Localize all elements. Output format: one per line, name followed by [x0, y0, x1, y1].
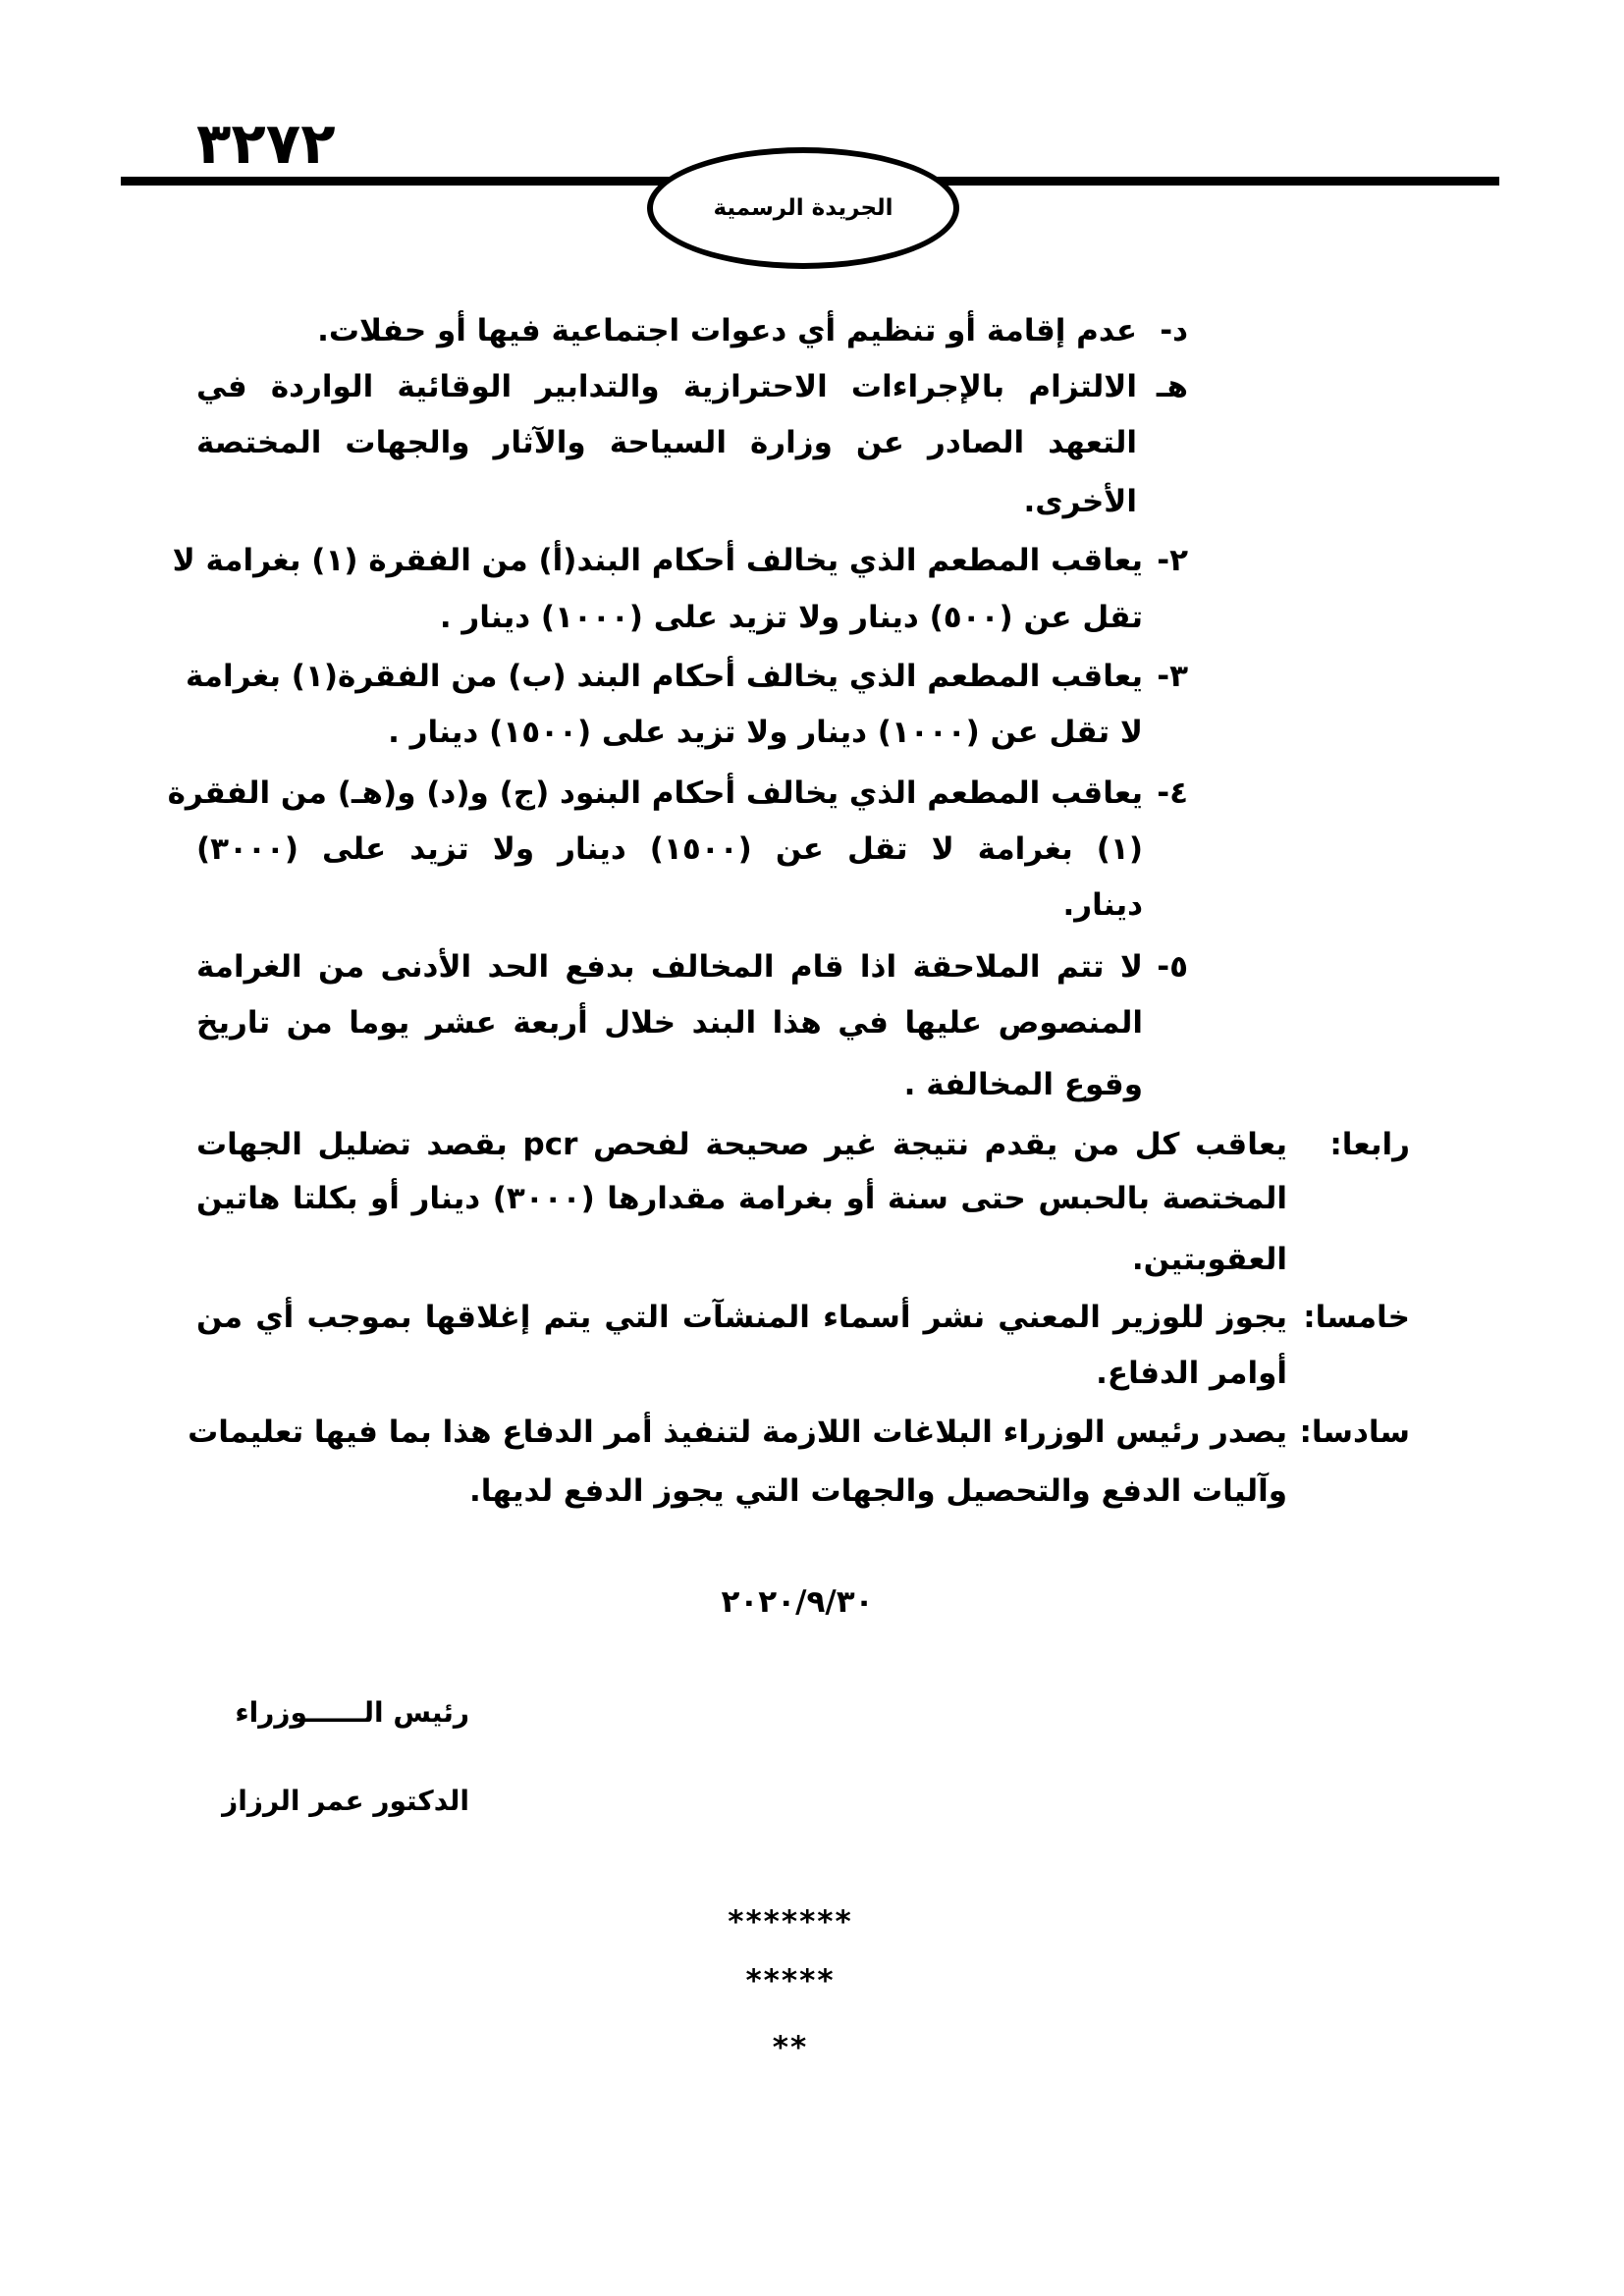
item-line: المنصوص عليها في هذا البند خلال أربعة عشر يوما من تاريخ [196, 1005, 1143, 1041]
item-line: لا تقل عن (١٠٠٠) دينار ولا تزيد على (١٥٠٠) دينار . [388, 715, 1143, 750]
subitem-line: الالتزام بالإجراءات الاحترازية والتدابير الوقائية الواردة في [196, 369, 1137, 404]
subitem-marker: هـ [1156, 369, 1188, 404]
section-line: وآليات الدفع والتحصيل والجهات التي يجوز الدفع لديها. [469, 1473, 1287, 1509]
item-marker: ٢- [1157, 543, 1188, 578]
section-line: يعاقب كل من يقدم نتيجة غير صحيحة لفحص pcr بقصد تضليل الجهات [196, 1127, 1288, 1162]
item-line: دينار. [1062, 887, 1143, 923]
signature-name: الدكتور عمر الرزاز [222, 1785, 469, 1817]
section-label: خامسا: [1303, 1300, 1410, 1335]
section-line: يجوز للوزير المعني نشر أسماء المنشآت التي يتم إغلاقها بموجب أي من [196, 1300, 1287, 1335]
subitem-line: عدم إقامة أو تنظيم أي دعوات اجتماعية فيها أو حفلات. [317, 313, 1137, 348]
gazette-title-oval [647, 147, 959, 269]
section-label: رابعا: [1329, 1127, 1410, 1162]
section-label: سادسا: [1299, 1415, 1410, 1450]
section-line: العقوبتين. [1131, 1242, 1287, 1277]
section-line: المختصة بالحبس حتى سنة أو بغرامة مقدارها (٣٠٠٠) دينار أو بكلتا هاتين [196, 1181, 1287, 1216]
gazette-title: الجريدة الرسمية [713, 195, 893, 221]
item-line: تقل عن (٥٠٠) دينار ولا تزيد على (١٠٠٠) دينار . [439, 600, 1143, 635]
item-line: يعاقب المطعم الذي يخالف أحكام البنود (ج) و(د) و(هـ) من الفقرة [167, 775, 1143, 811]
section-line: أوامر الدفاع. [1096, 1356, 1287, 1391]
item-line: وقوع المخالفة . [903, 1067, 1143, 1102]
separator-stars: ******* [728, 1904, 853, 1940]
item-marker: ٤- [1157, 775, 1188, 811]
item-line: (١) بغرامة لا تقل عن (١٥٠٠) دينار ولا تزيد على (٣٠٠٠) [196, 831, 1143, 867]
separator-stars: ***** [745, 1963, 836, 1999]
item-marker: ٥- [1157, 949, 1188, 985]
separator-stars: ** [772, 2030, 809, 2065]
subitem-marker: د- [1160, 313, 1188, 348]
item-marker: ٣- [1157, 659, 1188, 694]
item-line: لا تتم الملاحقة اذا قام المخالف بدفع الحد الأدنى من الغرامة [196, 949, 1143, 985]
document-date: ٢٠٢٠/٩/٣٠ [721, 1584, 874, 1620]
page-number: ٣٢٧٢ [196, 110, 336, 177]
subitem-line: التعهد الصادر عن وزارة السياحة والآثار والجهات المختصة [196, 425, 1137, 460]
subitem-line: الأخرى. [1023, 484, 1137, 519]
signature-title: رئيس الــــــوزراء [235, 1696, 469, 1729]
item-line: يعاقب المطعم الذي يخالف أحكام البند(أ) من الفقرة (١) بغرامة لا [172, 543, 1143, 578]
section-line: يصدر رئيس الوزراء البلاغات اللازمة لتنفيذ أمر الدفاع هذا بما فيها تعليمات [188, 1415, 1287, 1450]
item-line: يعاقب المطعم الذي يخالف أحكام البند (ب) من الفقرة(١) بغرامة [185, 659, 1143, 694]
